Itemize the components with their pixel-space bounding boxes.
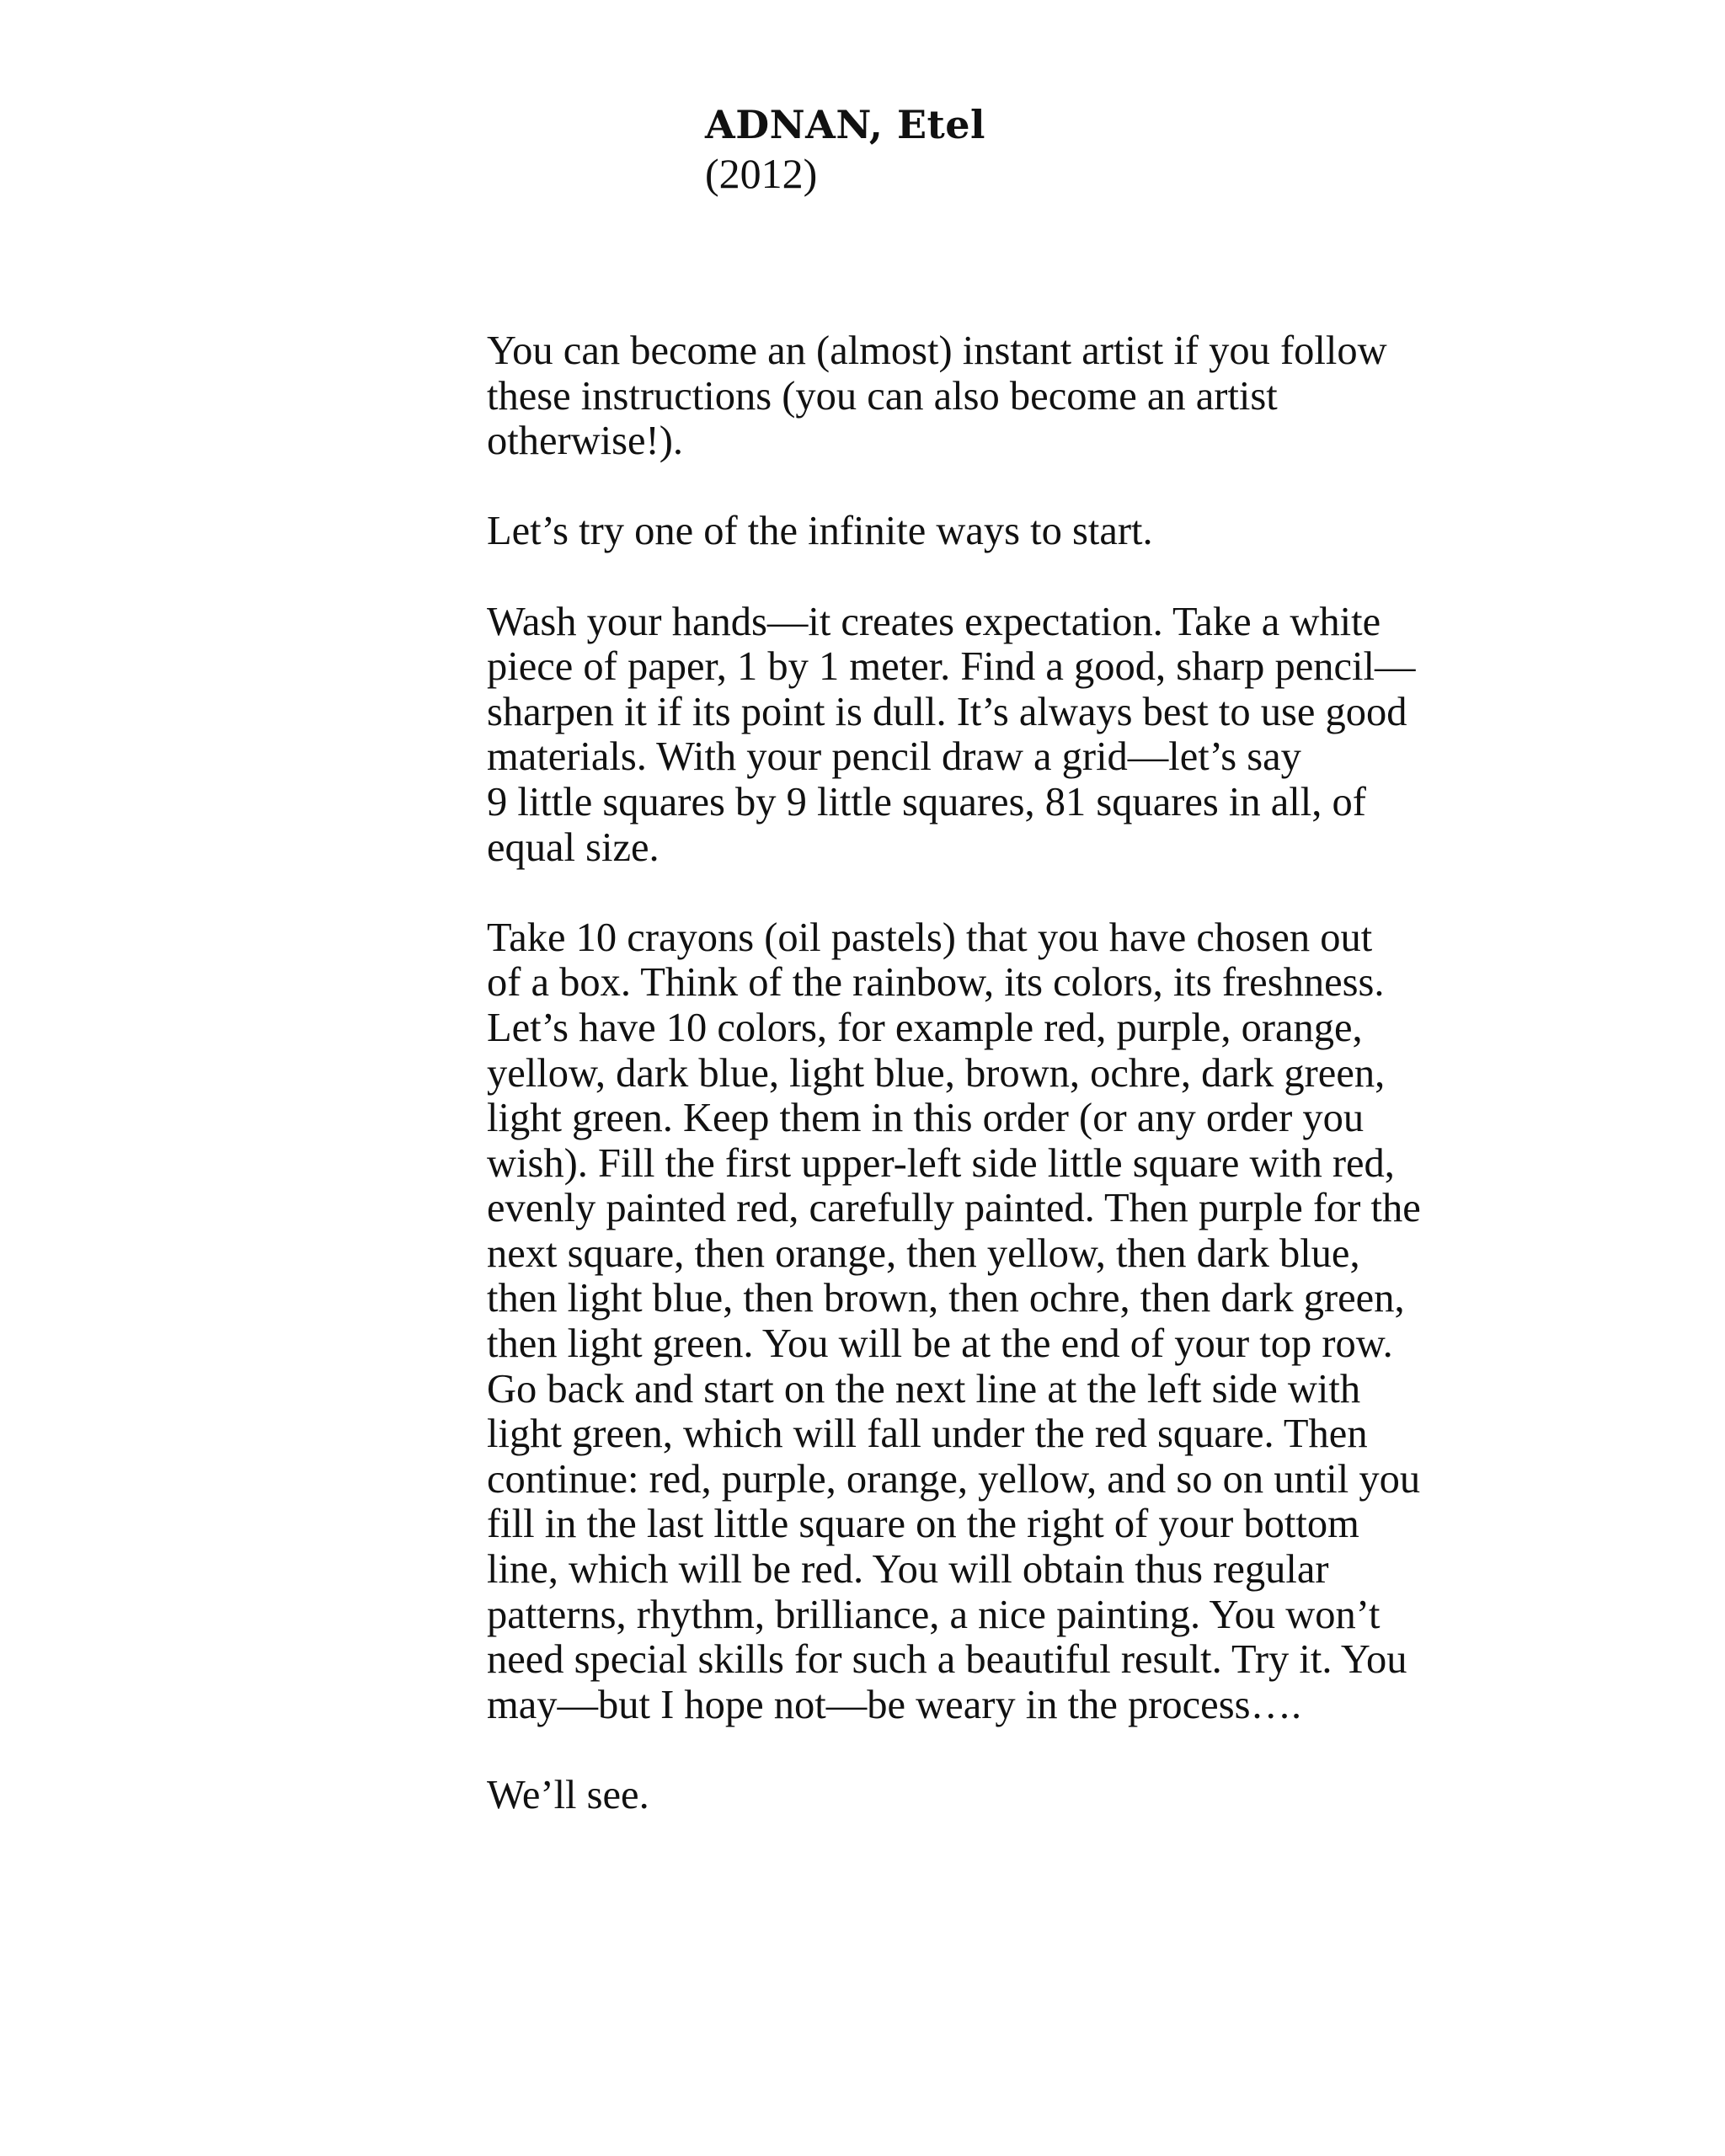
text-line: light green, which will fall under the red square. Then	[487, 1412, 1368, 1457]
text-line: sharpen it if its point is dull. It’s always best to use good	[487, 689, 1407, 734]
text-line: Take 10 crayons (oil pastels) that you have chosen out	[487, 915, 1373, 960]
text-line: equal size.	[487, 825, 660, 870]
text-line: may—but I hope not—be weary in the process….	[487, 1682, 1302, 1727]
text-line: then light blue, then brown, then ochre, then dark green,	[487, 1276, 1405, 1321]
paragraph	[487, 600, 1523, 871]
body-text	[487, 328, 1523, 1818]
text-line: yellow, dark blue, light blue, brown, ochre, dark green,	[487, 1050, 1386, 1096]
publication-year: (2012)	[705, 150, 818, 197]
paragraph-gap	[487, 1727, 1523, 1773]
text-line: evenly painted red, carefully painted. Then purple for the	[487, 1186, 1421, 1231]
author-name: ADNAN, Etel	[705, 102, 986, 147]
paragraph	[487, 509, 1523, 554]
paragraph	[487, 1773, 1523, 1818]
text-line: need special skills for such a beautiful result. Try it. You	[487, 1637, 1407, 1683]
text-line: otherwise!).	[487, 419, 683, 464]
text-line: Wash your hands—it creates expectation. Take a white	[487, 599, 1381, 644]
text-line: continue: red, purple, orange, yellow, and so on until you	[487, 1456, 1421, 1502]
text-line: 9 little squares by 9 little squares, 81 squares in all, of	[487, 779, 1366, 825]
text-line: You can become an (almost) instant artist if you follow	[487, 328, 1387, 373]
text-line: piece of paper, 1 by 1 meter. Find a good, sharp pencil—	[487, 644, 1416, 690]
text-line: line, which will be red. You will obtain thus regular	[487, 1547, 1329, 1593]
text-line: next square, then orange, then yellow, then dark blue,	[487, 1230, 1360, 1276]
text-line: of a box. Think of the rainbow, its colors, its freshness.	[487, 960, 1385, 1006]
paragraph-gap	[487, 464, 1523, 510]
text-line: We’ll see.	[487, 1773, 649, 1817]
text-line: patterns, rhythm, brilliance, a nice painting. You won’t	[487, 1592, 1381, 1637]
text-line: light green. Keep them in this order (or any order you	[487, 1096, 1365, 1141]
text-line: then light green. You will be at the end of your top row.	[487, 1321, 1393, 1367]
page-header	[705, 99, 1463, 197]
text-line: Let’s have 10 colors, for example red, purple, orange,	[487, 1005, 1363, 1050]
text-line: these instructions (you can also become an artist	[487, 373, 1278, 419]
paragraph	[487, 328, 1523, 464]
text-line: materials. With your pencil draw a grid—let’s say	[487, 734, 1301, 780]
paragraph-gap	[487, 554, 1523, 600]
text-line: Let’s try one of the infinite ways to start.	[487, 509, 1153, 554]
paragraph-gap	[487, 870, 1523, 915]
paragraph	[487, 915, 1523, 1728]
text-line: fill in the last little square on the right of your bottom	[487, 1502, 1359, 1547]
text-line: Go back and start on the next line at the left side with	[487, 1366, 1361, 1412]
text-line: wish). Fill the first upper-left side little square with red,	[487, 1140, 1395, 1186]
